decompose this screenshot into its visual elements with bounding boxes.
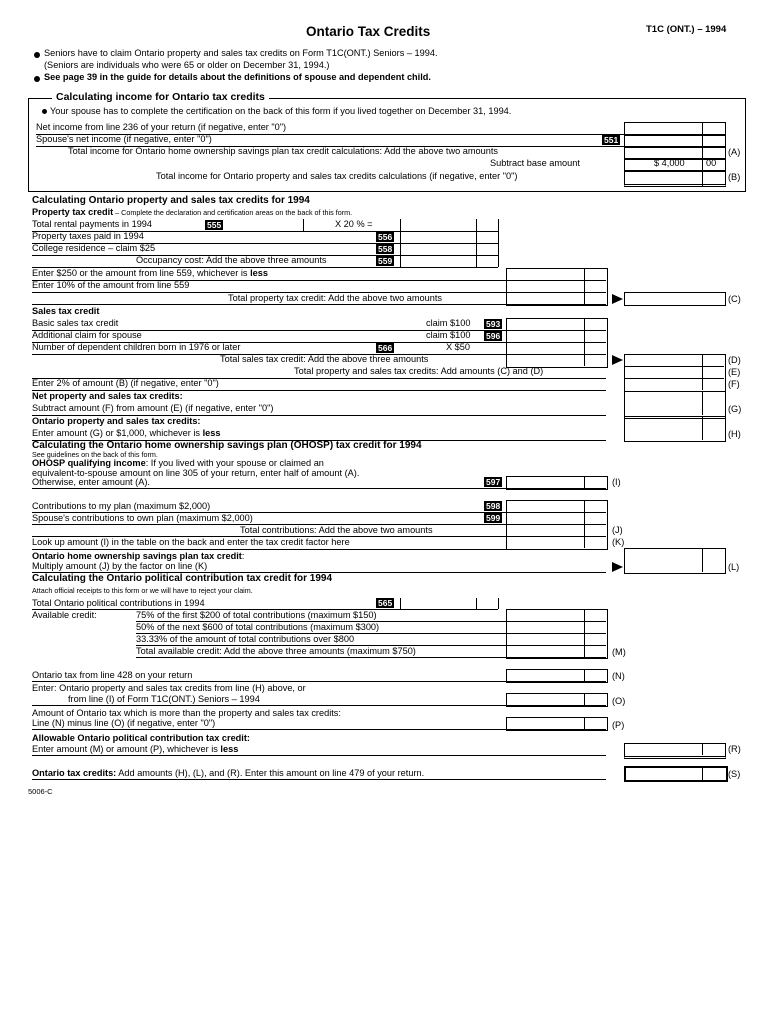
spouse-claim: claim $100 [426,330,471,340]
ops-heading: Ontario property and sales tax credits: [32,416,201,426]
allowable-less: less [220,744,239,754]
enter250-less: less [250,268,268,278]
ops-label: Enter amount (G) or $1,000, whichever is [32,428,203,438]
income-heading: Calculating income for Ontario tax credits [52,92,269,103]
enter2-label: Enter 2% of amount (B) (if negative, enter "0") [32,378,219,388]
property-sub-bold: Property tax credit [32,207,114,217]
final-bold: Ontario tax credits: [32,768,117,778]
line-code-566: 566 [378,343,393,353]
page-title: Ontario Tax Credits [306,24,431,39]
ref-C: (C) [728,294,741,304]
base-amount-dollars: $ 4,000 [654,158,685,168]
political-total-label: Total Ontario political contributions in 1994 [32,598,205,608]
form-page [28,14,748,796]
property-sub-note: – Complete the declaration and certification areas on the back of this form. [113,208,353,217]
enter250-label: Enter $250 or the amount from line 559, whichever is [32,268,251,278]
form-id: T1C (ONT.) – 1994 [646,24,727,35]
arrow-right-icon [612,562,623,572]
line-code-597: 597 [486,477,501,487]
amount-label: Amount of Ontario tax which is more than the property and sales tax credits: [32,708,341,718]
base-amount-cents: 00 [706,158,717,168]
ref-K: (K) [612,537,625,547]
rent-label: Total rental payments in 1994 [32,219,153,229]
field-H[interactable] [624,416,726,442]
property-taxes-label: Property taxes paid in 1994 [32,231,144,241]
ref-O: (O) [612,696,626,706]
income-note: Your spouse has to complete the certification on the back of this form if you lived together on December 31, 1994. [50,106,512,116]
arrow-right-icon [612,294,623,304]
enter-ps-label-2: from line (I) of Form T1C(ONT.) Seniors – 1994 [68,694,260,704]
allowable-heading: Allowable Ontario political contribution tax credit: [32,733,250,743]
line-code-596: 596 [486,331,501,341]
ref-J: (J) [612,525,623,535]
total-income-ohosp-label: Total income for Ontario home ownership savings plan tax credit calculations: Add the above two amounts [68,146,499,156]
occupancy-label: Occupancy cost: Add the above three amounts [136,255,327,265]
multiply-label: Multiply amount (J) by the factor on line (K) [32,561,208,571]
ref-F: (F) [728,379,740,389]
field-I[interactable] [506,476,608,490]
allowable-label: Enter amount (M) or amount (P), whichever is [32,744,221,754]
available-credit-label: Available credit: [32,610,97,620]
ohosp-heading: Calculating the Ontario home ownership savings plan (OHOSP) tax credit for 1994 [32,440,422,451]
enter10-label: Enter 10% of the amount from line 559 [32,280,190,290]
field-L[interactable] [624,548,726,574]
spouse-net-income-label: Spouse's net income (if negative, enter "0") [36,134,212,144]
field-O[interactable] [506,693,608,707]
ohosp-credit-heading: Ontario home ownership savings plan tax credit [32,551,242,561]
final-label: Add amounts (H), (L), and (R). Enter this amount on line 479 of your return. [116,768,425,778]
basic-sales-label: Basic sales tax credit [32,318,119,328]
enter-ps-label: Enter: Ontario property and sales tax credits from line (H) above, or [32,683,306,693]
ref-P: (P) [612,720,625,730]
ref-I: (I) [612,477,621,487]
amount-label-2: Line (N) minus line (O) (if negative, enter "0") [32,718,216,728]
property-credit-fields[interactable] [506,268,608,306]
political-heading: Calculating the Ontario political contribution tax credit for 1994 [32,573,333,584]
total-sales-label: Total sales tax credit: Add the above three amounts [220,354,429,364]
footer-code: 5006-C [28,787,53,796]
line-code-555: 555 [207,220,222,230]
available-credit-fields[interactable] [506,609,608,659]
avail-line-4: Total available credit: Add the above three amounts (maximum $750) [136,646,416,656]
ohosp-qi-rest: : If you lived with your spouse or claimed an [145,458,324,468]
field-R[interactable] [624,743,726,759]
field-S[interactable] [624,766,728,782]
ref-M: (M) [612,647,626,657]
line-code-556: 556 [378,232,393,242]
field-G[interactable] [624,391,726,419]
net-income-label: Net income from line 236 of your return (if negative, enter "0") [36,122,287,132]
net-label: Subtract amount (F) from amount (E) (if negative, enter "0") [32,403,274,413]
fields-D-E-F[interactable] [624,354,726,392]
ohosp-fields[interactable] [506,500,608,550]
ref-A: (A) [728,147,741,157]
ohosp-credit-colon: : [241,551,245,561]
ohosp-note: See guidelines on the back of this form. [32,450,158,459]
line-code-551: 551 [604,135,619,145]
field-P[interactable] [506,717,608,731]
line-code-558: 558 [378,244,393,254]
bullet-icon [34,52,40,58]
net-heading: Net property and sales tax credits: [32,391,183,401]
line-code-559: 559 [378,256,393,266]
ref-G: (G) [728,404,742,414]
field-C[interactable] [624,292,726,306]
bullet-icon [42,109,47,114]
rent-percent: X 20 % = [335,219,373,229]
line-code-599: 599 [486,513,501,523]
intro-line-1: Seniors have to claim Ontario property and sales tax credits on Form T1C(ONT.) Seniors – 1994. [44,48,438,58]
ref-D: (D) [728,355,741,365]
property-heading: Calculating Ontario property and sales tax credits for 1994 [32,195,310,206]
bullet-icon [34,76,40,82]
sales-credit-fields[interactable] [506,318,608,368]
ops-less: less [202,428,221,438]
ref-B: (B) [728,172,741,182]
children-label: Number of dependent children born in 1976 or later [32,342,241,352]
avail-line-2: 50% of the next $600 of total contributions (maximum $300) [136,622,380,632]
total-income-ps-label: Total income for Ontario property and sales tax credits calculations (if negative, enter "0") [156,171,518,181]
avail-line-3: 33.33% of the amount of total contributions over $800 [136,634,355,644]
spouse-contrib-label: Spouse's contributions to own plan (maximum $2,000) [32,513,253,523]
total-contrib-label: Total contributions: Add the above two amounts [240,525,433,535]
total-property-credit-label: Total property tax credit: Add the above two amounts [228,293,442,303]
subtract-base-label: Subtract base amount [490,158,580,168]
ohosp-qi-bold: OHOSP qualifying income [32,458,146,468]
ref-E: (E) [728,367,741,377]
ref-H: (H) [728,429,741,439]
field-N[interactable] [506,669,608,683]
sales-heading: Sales tax credit [32,306,100,316]
college-label: College residence – claim $25 [32,243,156,253]
spouse-claim-label: Additional claim for spouse [32,330,142,340]
ohosp-qi-line3: Otherwise, enter amount (A). [32,477,150,487]
ref-R: (R) [728,744,741,754]
line-code-565: 565 [378,598,393,608]
lookup-label: Look up amount (I) in the table on the back and enter the tax credit factor here [32,537,350,547]
ontario-tax-label: Ontario tax from line 428 on your return [32,670,193,680]
total-income-ps-field[interactable] [624,170,726,187]
ohosp-qi-line2: equivalent-to-spouse amount on line 305 of your return, enter half of amount (A). [32,468,360,478]
intro-line-2: See page 39 in the guide for details about the definitions of spouse and dependent child. [44,72,431,82]
total-ps-label: Total property and sales tax credits: Add amounts (C) and (D) [294,366,544,376]
children-multiplier: X $50 [446,342,471,352]
line-code-593: 593 [486,319,501,329]
political-note: Attach official receipts to this form or we will have to reject your claim. [32,586,253,595]
line-code-598: 598 [486,501,501,511]
contrib-label: Contributions to my plan (maximum $2,000) [32,501,211,511]
ref-L: (L) [728,562,740,572]
ref-S: (S) [728,769,741,779]
arrow-right-icon [612,355,623,365]
intro-line-1b: (Seniors are individuals who were 65 or older on December 31, 1994.) [44,60,330,70]
basic-claim: claim $100 [426,318,471,328]
ref-N: (N) [612,671,625,681]
avail-line-1: 75% of the first $200 of total contributions (maximum $150) [136,610,377,620]
